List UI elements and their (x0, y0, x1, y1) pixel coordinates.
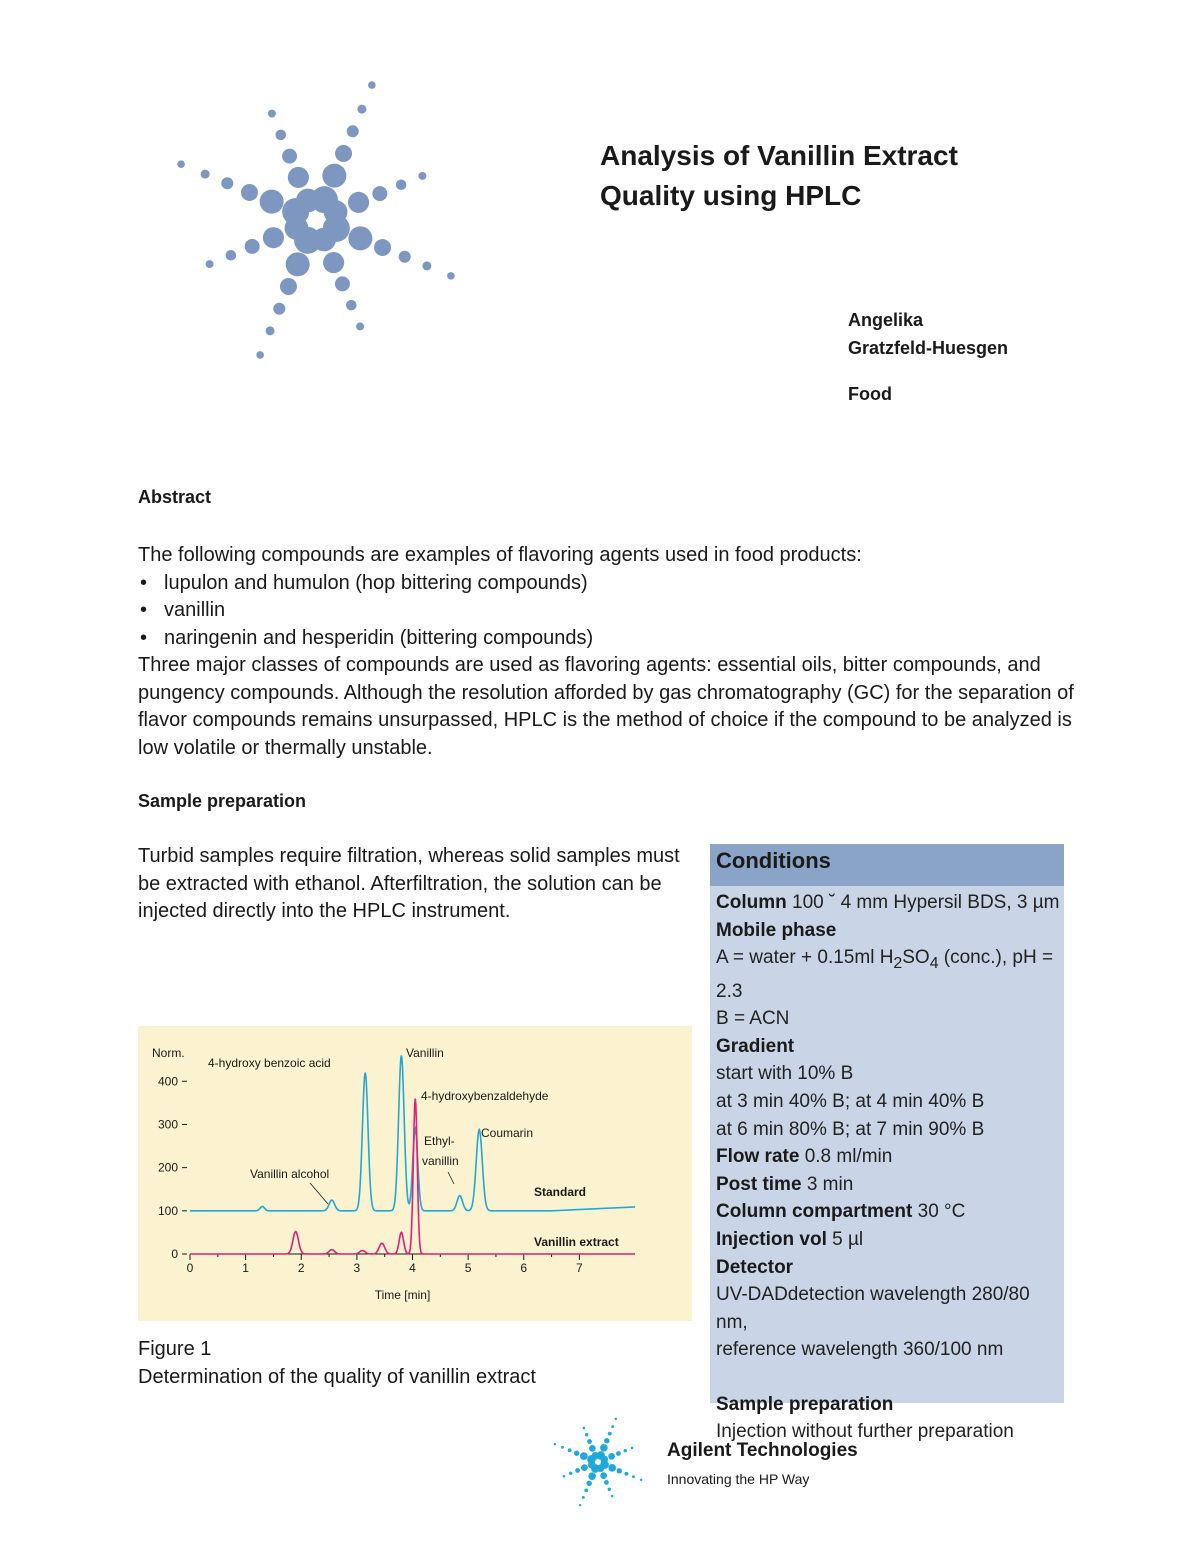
figure-caption-text: Determination of the quality of vanillin extract (138, 1366, 536, 1388)
x-tick-label: 5 (464, 1261, 472, 1275)
logo-dot (324, 200, 348, 224)
post-time-label: Post time (716, 1173, 802, 1195)
small-logo-dot (585, 1433, 588, 1436)
small-logo-dot (582, 1496, 585, 1499)
category-label: Food (848, 384, 892, 404)
small-logo-dot (611, 1495, 614, 1498)
small-logo-dot (600, 1456, 608, 1464)
x-tick-label: 7 (576, 1261, 583, 1275)
logo-dot (201, 170, 210, 179)
logo-dot (288, 167, 309, 188)
anno-vanillin: Vanillin (406, 1046, 444, 1060)
author-first-name: Angelika (848, 310, 924, 330)
small-logo-dot (632, 1475, 635, 1478)
logo-dot (348, 226, 372, 250)
legend-standard: Standard (534, 1185, 587, 1199)
logo-dot (357, 105, 366, 114)
anno-4-hydroxybenzaldehyde: 4-hydroxybenzaldehyde (421, 1089, 549, 1103)
small-logo-dot (581, 1464, 588, 1471)
small-logo-dot (574, 1450, 579, 1455)
condition-post-time (716, 1171, 1064, 1199)
author-last-name: Gratzfeld-Huesgen (848, 338, 1009, 358)
anno-pointer-vanillin-alcohol (310, 1183, 328, 1204)
brand-name: Agilent Technologies (667, 1440, 858, 1461)
abstract-paragraph: Three major classes of compounds are used as flavoring agents: essential oils, bitter compounds, and pungency compounds. Although the resolution afforded by gas chromatography (GC) for the separation of flavor compounds remains unsurpassed, HPLC is the method of choice if the compound to be analyzed is low volatile or thermally unstable. (138, 654, 1074, 759)
title-line-2: Quality using HPLC (600, 180, 862, 211)
small-logo-dot (608, 1432, 612, 1436)
anno-ethyl-vanillin: vanillin (422, 1154, 459, 1168)
sampleprep-label: Sample preparation (716, 1393, 894, 1415)
abstract-intro: The following compounds are examples of flavoring agents used in food products: (138, 544, 862, 566)
brand-tagline: Innovating the HP Way (667, 1471, 810, 1487)
condition-mobile-b: B = ACN (716, 1008, 790, 1030)
small-logo-dot (586, 1481, 591, 1486)
small-logo-dot (587, 1439, 592, 1444)
chromatogram-figure (138, 1026, 692, 1321)
y-axis-label: Norm. (152, 1046, 185, 1060)
logo-dot (256, 351, 264, 359)
author (848, 306, 1008, 362)
small-logo-dot (604, 1438, 609, 1443)
logo-dot (368, 81, 376, 89)
figure-caption (138, 1335, 536, 1391)
abstract-bullet-list (138, 570, 1078, 653)
small-logo-dot (588, 1472, 596, 1480)
post-time-value: 3 min (806, 1173, 854, 1195)
injection-label: Injection vol (716, 1228, 827, 1250)
small-logo-dot (568, 1448, 572, 1452)
bullet-item: • lupulon and humulon (hop bittering compounds) (138, 570, 1078, 598)
injection-value: 5 µl (832, 1228, 864, 1250)
condition-sampleprep-value: Injection without further preparation (716, 1421, 1014, 1443)
logo-dot (447, 272, 455, 280)
logo-dot (226, 250, 237, 261)
small-logo-dot (608, 1453, 615, 1460)
sample-prep-text: Turbid samples require filtration, whereas solid samples must be extracted with ethanol. Afterfiltration, the solution can be injected directly into the HPLC instrument. (138, 845, 680, 922)
anno-ethyl: Ethyl- (424, 1134, 455, 1148)
flow-value: 0.8 ml/min (804, 1146, 893, 1168)
logo-dot (374, 239, 391, 256)
abstract-body (138, 542, 1078, 762)
logo-dot (335, 145, 352, 162)
legend-vanillin-extract: Vanillin extract (534, 1235, 619, 1249)
condition-compartment (716, 1198, 1064, 1226)
page-title (600, 136, 1120, 216)
small-logo-dot (608, 1488, 611, 1491)
x-tick-label: 6 (520, 1261, 528, 1275)
x-axis-label: Time [min] (374, 1288, 431, 1302)
column-label: Column (716, 892, 787, 913)
mobile-phase-label: Mobile phase (716, 919, 837, 941)
logo-dot (418, 172, 426, 180)
condition-gradient-2: at 3 min 40% B; at 4 min 40% B (716, 1090, 985, 1112)
small-logo-dot (589, 1445, 596, 1452)
small-logo-dot (569, 1472, 572, 1475)
small-logo-dot (600, 1472, 607, 1479)
logo-dot (399, 251, 411, 263)
bullet-item: • naringenin and hesperidin (bittering compounds) (138, 625, 1078, 653)
abstract-heading: Abstract (138, 487, 212, 507)
small-logo-dot (631, 1447, 634, 1450)
gradient-label: Gradient (716, 1035, 795, 1057)
mobile-a-mid: SO (902, 947, 930, 969)
small-logo-dot (583, 1427, 586, 1430)
detector-label: Detector (716, 1256, 794, 1278)
mobile-a-sub1: 2 (893, 954, 903, 972)
small-logo-dot (584, 1488, 588, 1492)
title-line-1: Analysis of Vanillin Extract (600, 140, 958, 171)
agilent-small-logo (548, 1412, 648, 1512)
small-logo-dot (604, 1480, 609, 1485)
bullet-item: • vanillin (138, 597, 1078, 625)
small-logo-dot (617, 1468, 622, 1473)
condition-flow (716, 1143, 1064, 1171)
logo-dot (322, 164, 346, 188)
anno-vanillin-alcohol: Vanillin alcohol (250, 1167, 330, 1181)
logo-dot (348, 192, 369, 213)
condition-detector-2: reference wavelength 360/100 nm (716, 1339, 1004, 1361)
anno-4-hydroxy-benzoic-acid: 4-hydroxy benzoic acid (208, 1056, 331, 1070)
condition-sampleprep-label (716, 1391, 1064, 1419)
small-logo-dot (575, 1468, 580, 1473)
condition-mobile-label (716, 917, 1064, 945)
small-logo-dot (608, 1464, 616, 1472)
small-logo-dot (624, 1449, 627, 1452)
x-tick-label: 2 (297, 1261, 305, 1275)
mobile-a-post: (conc.), pH = 2.3 (716, 947, 1054, 1002)
logo-dot (275, 130, 286, 141)
small-logo-dot (624, 1472, 628, 1476)
logo-dot (356, 322, 364, 330)
logo-dot (206, 260, 214, 268)
small-logo-dot (563, 1475, 566, 1478)
y-tick-label: 0 (171, 1247, 178, 1261)
small-logo-dot (561, 1446, 564, 1449)
conditions-title: Conditions (710, 844, 1064, 886)
logo-dot (221, 177, 233, 189)
condition-detector-label (716, 1254, 1064, 1282)
logo-dot (335, 276, 350, 291)
condition-column (716, 889, 1064, 917)
condition-detector-1: UV-DADdetection wavelength 280/80 nm, (716, 1284, 1030, 1333)
x-tick-label: 4 (409, 1261, 416, 1275)
logo-dot (372, 186, 387, 201)
x-tick-label: 3 (353, 1261, 361, 1275)
y-tick-label: 200 (157, 1160, 178, 1175)
logo-dot (260, 190, 284, 214)
logo-dot (263, 227, 284, 248)
condition-gradient-1: start with 10% B (716, 1063, 854, 1085)
small-logo-dot (611, 1425, 614, 1428)
logo-dot (245, 239, 260, 254)
mobile-a-text: A = water + 0.15ml H (716, 947, 894, 969)
condition-gradient-label (716, 1033, 1064, 1061)
small-logo-dot (580, 1452, 588, 1460)
logo-dot (177, 160, 185, 168)
y-tick-label: 100 (157, 1203, 178, 1218)
agilent-logo (160, 64, 472, 376)
y-tick-label: 300 (157, 1117, 178, 1132)
logo-dot (280, 278, 297, 295)
small-logo-dot (600, 1444, 608, 1452)
logo-dot (422, 261, 431, 270)
small-logo-dot (615, 1418, 617, 1420)
small-logo-dot (554, 1443, 556, 1445)
column-value: 100 ˘ 4 mm Hypersil BDS, 3 µm (792, 892, 1060, 913)
logo-dot (282, 149, 297, 164)
logo-dot (266, 326, 275, 335)
x-tick-label: 0 (186, 1261, 194, 1275)
figure-label: Figure 1 (138, 1338, 212, 1360)
logo-dot (396, 179, 407, 190)
logo-dot (273, 303, 285, 315)
compartment-label: Column compartment (716, 1201, 913, 1223)
mobile-a-sub2: 4 (929, 954, 939, 972)
anno-coumarin: Coumarin (481, 1126, 534, 1140)
flow-label: Flow rate (716, 1146, 800, 1168)
x-tick-label: 1 (242, 1261, 249, 1275)
chromatogram-chart (138, 1026, 692, 1321)
condition-mobile-a (716, 944, 1064, 1005)
small-logo-dot (616, 1451, 621, 1456)
logo-dot (323, 252, 344, 273)
logo-dot (241, 184, 258, 201)
logo-dot (286, 252, 310, 276)
small-logo-dot (579, 1504, 581, 1506)
condition-gradient-3: at 6 min 80% B; at 7 min 90% B (716, 1118, 985, 1140)
condition-injection (716, 1226, 1064, 1254)
compartment-value: 30 °C (917, 1201, 966, 1223)
conditions-panel (710, 844, 1064, 1443)
sample-prep-heading: Sample preparation (138, 791, 307, 811)
small-logo-dot (640, 1479, 642, 1481)
logo-dot (268, 110, 276, 118)
logo-dot (347, 125, 359, 137)
logo-dot (346, 300, 357, 311)
y-tick-label: 400 (157, 1074, 178, 1089)
anno-pointer-ethylvanillin (448, 1172, 454, 1184)
